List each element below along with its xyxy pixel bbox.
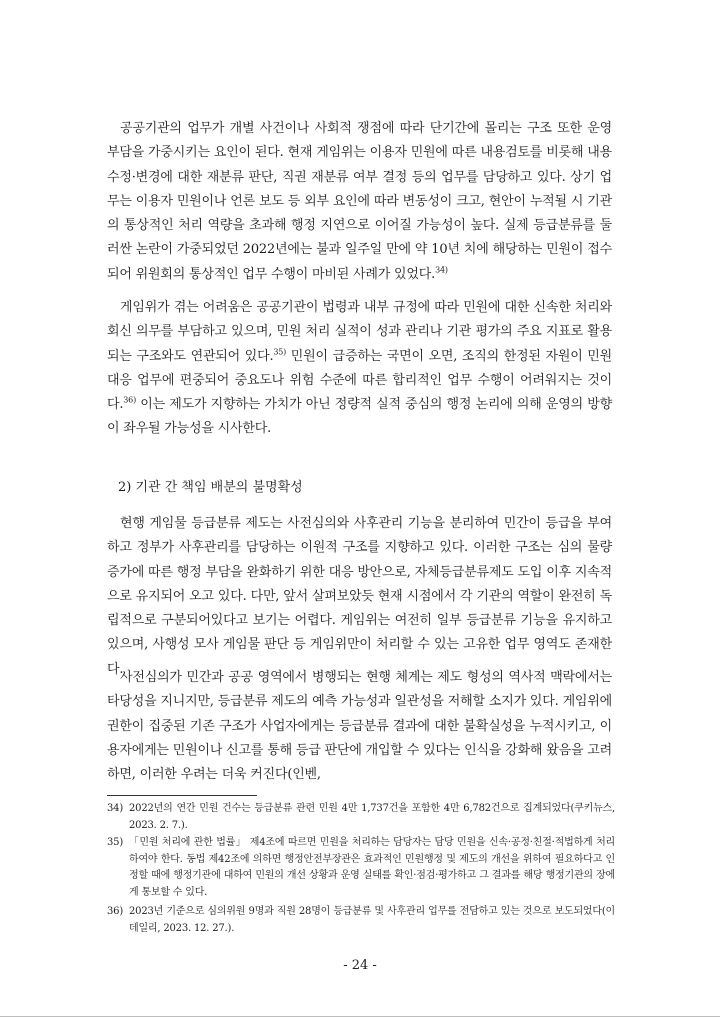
paragraph-2-text-b: 민원이 급증하는 국면이 오면, 조직의 한정된 자원이 민원 대응 업무에 편중되어 중요도나 위험 수준에 따른 합리적인 업무 수행이 어려워지는 것이다.	[107, 348, 612, 413]
footnote-number: 34)	[107, 803, 124, 814]
footnote-35	[107, 835, 615, 901]
paragraph-2	[107, 296, 612, 442]
footnote-34	[107, 801, 615, 834]
footnote-ref-36: 36)	[123, 395, 136, 405]
paragraph-2-text-a: 게임위가 겪는 어려움은 공공기관이 법령과 내부 규정에 따라 민원에 대한 신속한 처리와 회신 의무를 부담하고 있으며, 민원 처리 실적이 성과 관리나 기관 평가의 주요 지표로 활용되는 구조와도 연관되어 있다.	[107, 300, 612, 364]
paragraph-3-text: 현행 게임물 등급분류 제도는 사전심의와 사후관리 기능을 분리하여 민간이 등급을 부여하고 정부가 사후관리를 담당하는 이원적 구조를 지향하고 있다. 이러한 구조는 심의 물량 증가에 따른 행정 부담을 완화하기 위한 대응 방안으로, 자체등급분류제도 도입 이후 지속적으로 유지되어 오고 있다. 다만, 앞서 살펴보았듯 현재 시점에서 각 기관의 역할이 완전히 독립적으로 구분되어있다고 보기는 어렵다. 게임위는 여전히 일부 등급분류 기능을 유지하고 있으며, 사행성 모사 게임물 판단 등 게임위만이 처리할 수 있는 고유한 업무 영역도 존재한다.	[107, 516, 612, 677]
paragraph-4-text: 사전심의가 민간과 공공 영역에서 병행되는 현행 체계는 제도 형성의 역사적 맥락에서는 타당성을 지니지만, 등급분류 제도의 예측 가능성과 일관성을 저해할 소지가 있다. 게임위에 권한이 집중된 기존 구조가 사업자에게는 등급분류 결과에 대한 불확실성을 누적시키고, 이용자에게는 민원이나 신고를 통해 등급 판단에 개입할 수 있다는 인식을 강화해 왔음을 고려하면, 이러한 우려는 더욱 커진다(인벤,	[107, 670, 612, 783]
paragraph-1-text: 공공기관의 업무가 개별 사건이나 사회적 쟁점에 따라 단기간에 몰리는 구조 또한 운영 부담을 가중시키는 요인이 된다. 현재 게임위는 이용자 민원에 따른 내용검토를 비롯해 내용수정·변경에 대한 재분류 판단, 직권 재분류 여부 결정 등의 업무를 담당하고 있다. 상기 업무는 이용자 민원이나 언론 보도 등 외부 요인에 따라 변동성이 크고, 현안이 누적될 시 기관의 통상적인 처리 역량을 초과해 행정 지연으로 이어질 가능성이 높다. 실제 등급분류를 둘러싼 논란이 가중되었던 2022년에는 불과 일주일 만에 약 10년 치에 해당하는 민원이 접수되어 위원회의 통상적인 업무 수행이 마비된 사례가 있었다.	[107, 121, 612, 282]
footnote-text: 「민원 처리에 관한 법률」 제4조에 따르면 민원을 처리하는 담당자는 담당 민원을 신속·공정·친절·적법하게 처리하여야 한다. 동법 제42조에 의하면 행정안전부장관은 효과적인 민원행정 및 제도의 개선을 위하여 필요하다고 인정할 때에 행정기관에 대하여 민원의 개선 상황과 운영 실태를 확인·점검·평가하고 그 결과를 해당 행정기관의 장에게 통보할 수 있다.	[129, 837, 615, 898]
page-bottom-border	[0, 1016, 720, 1017]
footnote-ref-34: 34)	[435, 265, 448, 275]
footnote-divider	[107, 795, 257, 796]
footnote-text: 2022년의 연간 민원 건수는 등급분류 관련 민원 4만 1,737건을 포함한 4만 6,782건으로 집계되었다(쿠키뉴스, 2023. 2. 7.).	[129, 803, 615, 831]
footnote-36	[107, 904, 615, 937]
page-number: - 24 -	[343, 958, 377, 973]
section-heading: 2) 기관 간 책임 배분의 불명확성	[118, 480, 303, 495]
footnote-ref-35: 35)	[273, 347, 287, 357]
paragraph-2-text-c: 이는 제도가 지향하는 가치가 아닌 정량적 실적 중심의 행정 논리에 의해 운영의 방향이 좌우될 가능성을 시사한다.	[107, 397, 612, 437]
footnote-number: 35)	[107, 837, 124, 848]
footnote-number: 36)	[107, 906, 124, 917]
paragraph-4	[107, 666, 612, 787]
paragraph-1	[107, 117, 612, 287]
footnote-text: 2023년 기준으로 심의위원 9명과 직원 28명이 등급분류 및 사후관리 업무를 전담하고 있는 것으로 보도되었다(이데일리, 2023. 12. 27.).	[129, 906, 615, 934]
paragraph-3	[107, 512, 612, 682]
